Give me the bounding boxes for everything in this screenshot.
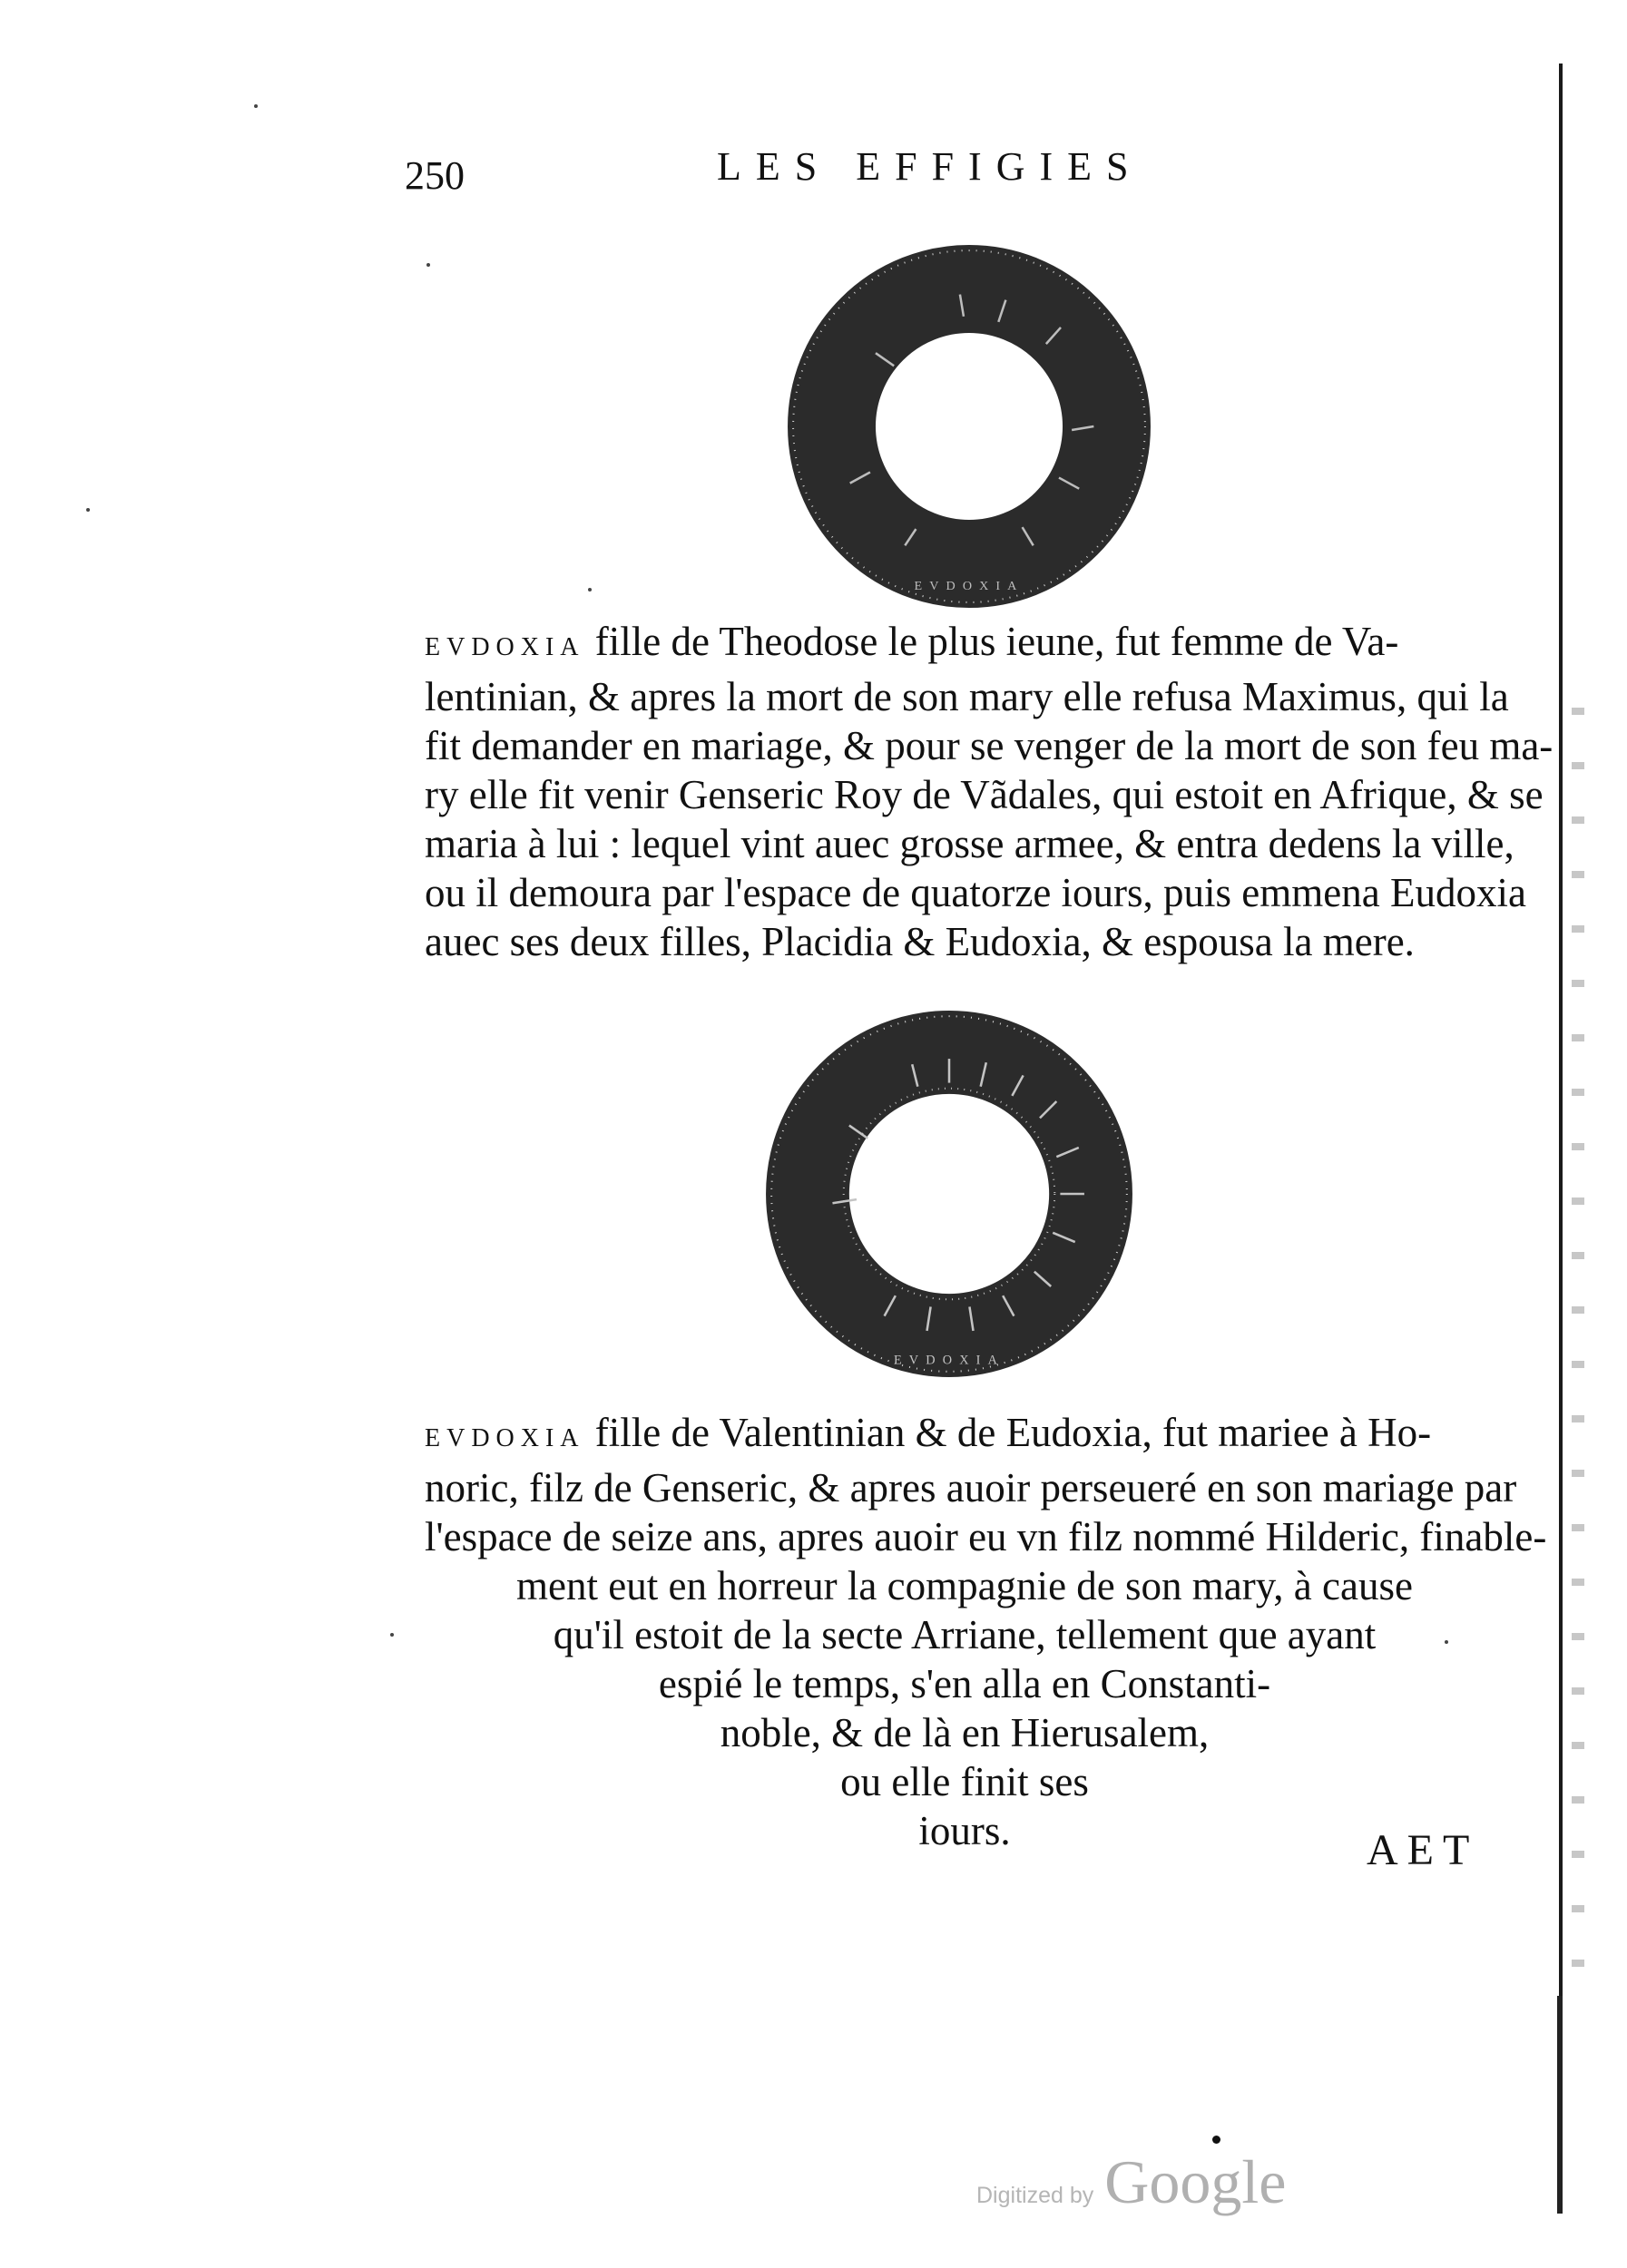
paragraph-2-line-7: noble, & de là en Hierusalem,: [720, 1710, 1210, 1755]
speck: [254, 104, 258, 108]
paragraph-2-line-1: [425, 1408, 1504, 1463]
paragraph-1-lead-word: EVDOXIA: [425, 633, 585, 661]
medallion-2-ring: [808, 1052, 1091, 1335]
paragraph-2-line-5: qu'il estoit de la secte Arriane, tellement que ayant: [553, 1612, 1377, 1657]
paragraph-1-line-1: [425, 617, 1514, 672]
paragraph-1-line-1-text: fille de Theodose le plus ieune, fut femme de Va-: [584, 619, 1399, 664]
speck: [426, 263, 430, 267]
medallion-2-legend: EVDOXIA: [893, 1353, 1005, 1368]
speck: [86, 508, 90, 512]
paragraph-2-line-9: iours.: [918, 1808, 1011, 1853]
speck: [390, 1633, 394, 1637]
bleed-through-marks: [1572, 708, 1584, 1978]
medallion-1-ring: [832, 289, 1107, 564]
paragraph-2-line-4: ment eut en horreur la compagnie de son mary, à cause: [516, 1563, 1413, 1608]
medallion-1-graphic: [786, 243, 1152, 610]
medallion-2-graphic: [764, 1009, 1134, 1379]
medallion-ring-2: [764, 1009, 1134, 1379]
gutter-rule-lower: [1557, 1996, 1563, 2214]
paragraph-1-line-4: ry elle fit venir Genseric Roy de Vãdales, qui estoit en Afrique, & se: [425, 772, 1544, 817]
speck: [1445, 1640, 1448, 1644]
medallion-ring-1: [786, 243, 1152, 610]
paragraph-2-lead-word: EVDOXIA: [425, 1424, 585, 1452]
watermark-prefix: Digitized by: [976, 2183, 1094, 2208]
catchword: AET: [1367, 1826, 1479, 1874]
page-number: 250: [405, 153, 465, 198]
speck: [588, 588, 592, 591]
paragraph-eudoxia-daughter: [425, 1408, 1547, 1855]
paragraph-1-line-5: maria à lui : lequel vint auec grosse armee, & entra dedens la ville,: [425, 821, 1514, 866]
paragraph-eudoxia-mother: [425, 617, 1553, 966]
paragraph-2-line-6: espié le temps, s'en alla en Constanti-: [658, 1661, 1271, 1706]
paragraph-1-line-6: ou il demoura par l'espace de quatorze iours, puis emmena Eudoxia: [425, 870, 1526, 915]
paragraph-2-line-1-text: fille de Valentinian & de Eudoxia, fut mariee à Ho-: [584, 1410, 1432, 1455]
gutter-rule: [1559, 64, 1563, 2195]
paragraph-2-line-8: ou elle finit ses: [840, 1759, 1089, 1804]
paragraph-2-line-2: noric, filz de Genseric, & apres auoir perseueré en son mariage par: [425, 1465, 1517, 1510]
google-logo: Google: [1104, 2147, 1287, 2216]
paragraph-2-line-3: l'espace de seize ans, apres auoir eu vn filz nommé Hilderic, finable-: [425, 1514, 1547, 1559]
paragraph-1-line-3: fit demander en mariage, & pour se venger de la mort de son feu ma-: [425, 723, 1553, 768]
paragraph-1-line-7: auec ses deux filles, Placidia & Eudoxia, & espousa la mere.: [425, 919, 1415, 964]
digitized-by-google-watermark: [976, 2146, 1286, 2218]
speck: [1212, 2136, 1220, 2144]
paragraph-1-line-2: lentinian, & apres la mort de son mary elle refusa Maximus, qui la: [425, 674, 1509, 719]
running-head: LES EFFIGIES: [717, 144, 1143, 189]
medallion-1-legend: EVDOXIA: [914, 578, 1024, 593]
